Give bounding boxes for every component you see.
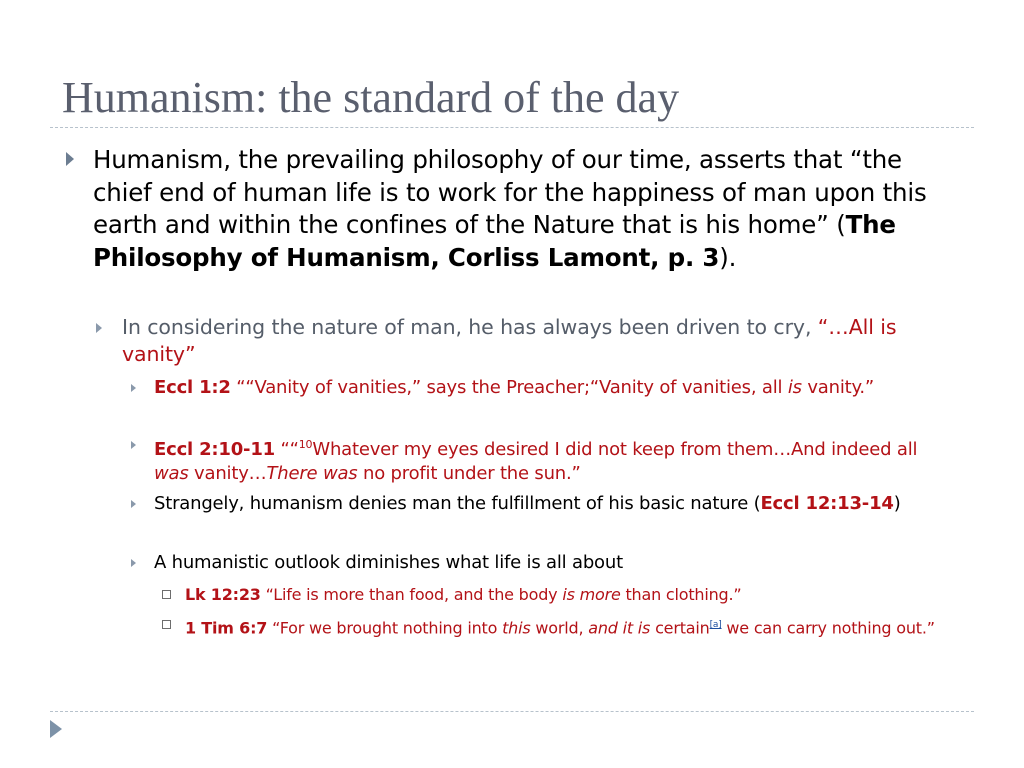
play-triangle-icon (50, 720, 62, 738)
footnote-link[interactable]: [a] (709, 620, 722, 630)
lk-italic: is more (562, 585, 621, 604)
triangle-bullet-icon (131, 559, 136, 567)
triangle-bullet-icon (66, 152, 74, 166)
square-bullet-icon (162, 620, 171, 629)
slide-title: Humanism: the standard of the day (62, 73, 680, 122)
sub-paragraph (122, 314, 952, 368)
eccl-2-10-italic-b: There was (266, 463, 358, 484)
triangle-bullet-icon (131, 500, 136, 508)
tim-text-b: world, (530, 618, 589, 638)
vanity-quote: “…All is vanity” (122, 315, 897, 366)
lk-text-b: than clothing.” (620, 585, 742, 604)
lk-text-a: “Life is more than food, and the body (260, 585, 563, 604)
square-bullet-icon (162, 590, 171, 599)
eccl-2-10-text-a: ““ (274, 439, 299, 460)
main-paragraph (93, 144, 953, 274)
eccl-2-10-text-b: Whatever my eyes desired I did not keep from them…And indeed all (312, 439, 918, 460)
eccl-1-2-italic: is (787, 377, 802, 398)
strangely-text-b: ) (893, 493, 901, 514)
triangle-bullet-icon (96, 323, 102, 333)
outlook-item: A humanistic outlook diminishes what life is all about (154, 552, 623, 573)
top-divider (50, 127, 974, 128)
bottom-divider (50, 711, 974, 712)
triangle-bullet-icon (131, 384, 136, 392)
main-text-b: ). (719, 242, 737, 272)
strangely-text-a: Strangely, humanism denies man the fulfillment of his basic nature ( (154, 493, 761, 514)
lk-12-23-ref: Lk 12:23 (185, 585, 261, 604)
tim-italic-b: and it is (588, 618, 651, 638)
main-text-a: Humanism, the prevailing philosophy of our time, asserts that “the chief end of human life is to work for the happiness of man upon this earth and within the confines of the Nature that is his home” ( (93, 145, 927, 239)
eccl-2-10-text-d: no profit under the sun.” (357, 463, 581, 484)
eccl-1-2-text-b: vanity.” (801, 377, 875, 398)
tim-text-c: certain (650, 618, 710, 638)
eccl-2-10-item (154, 433, 954, 486)
tim-italic-a: this (502, 618, 531, 638)
lk-12-23-item (185, 584, 965, 606)
tim-6-7-ref: 1 Tim 6:7 (185, 618, 268, 638)
sub-text: In considering the nature of man, he has always been driven to cry, (122, 315, 818, 339)
eccl-2-10-ref: Eccl 2:10-11 (154, 439, 275, 460)
citation: The Philosophy of Humanism, Corliss Lamont, p. 3 (93, 210, 896, 272)
triangle-bullet-icon (131, 441, 136, 449)
eccl-12-13-ref: Eccl 12:13-14 (760, 493, 894, 514)
verse-number: 10 (298, 438, 313, 451)
tim-text-d: we can carry nothing out.” (721, 618, 935, 638)
eccl-1-2-item (154, 376, 954, 400)
tim-text-a: “For we brought nothing into (267, 618, 503, 638)
tim-6-7-item (185, 614, 965, 639)
eccl-2-10-italic-a: was (154, 463, 189, 484)
eccl-2-10-text-c: vanity… (188, 463, 267, 484)
strangely-item (154, 492, 954, 516)
eccl-1-2-text-a: ““Vanity of vanities,” says the Preacher;“Vanity of vanities, all (230, 377, 788, 398)
eccl-1-2-ref: Eccl 1:2 (154, 377, 231, 398)
